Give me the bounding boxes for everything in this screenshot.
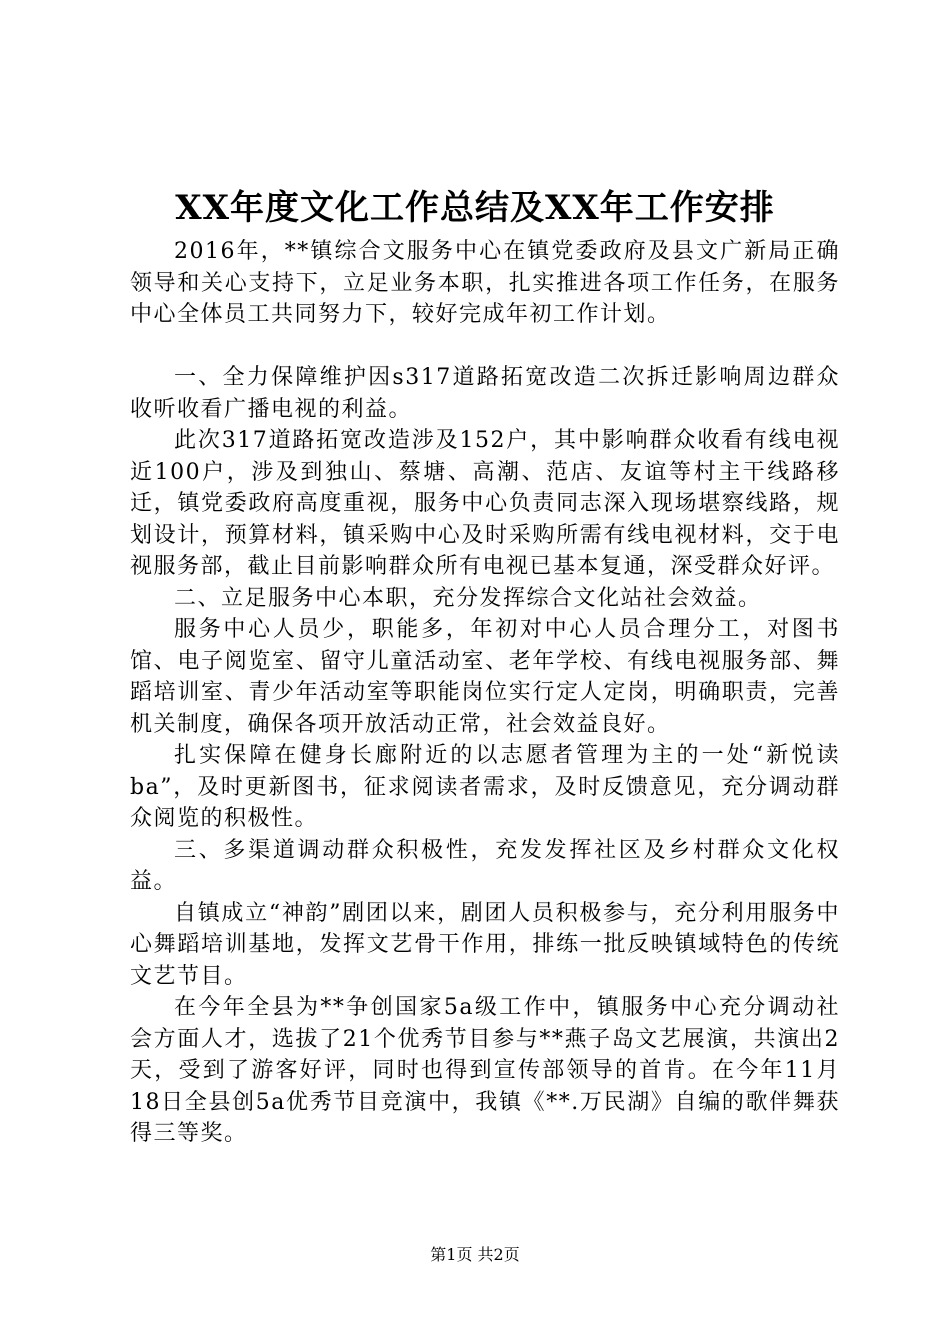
paragraph-staffing: 服务中心人员少，职能多，年初对中心人员合理分工，对图书馆、电子阅览室、留守儿童活动室、老年学校、有线电视服务部、舞蹈培训室、青少年活动室等职能岗位实行定人定岗，明确职责，完善机关制度，确保各项开放活动正常，社会效益良好。	[130, 617, 840, 737]
document-title: XX年度文化工作总结及XX年工作安排	[175, 188, 775, 228]
page-number-footer: 第1页 共2页	[430, 1245, 520, 1264]
document-body	[130, 236, 840, 1150]
section-heading-3: 三、多渠道调动群众积极性，充发发挥社区及乡村群众文化权益。	[130, 837, 840, 894]
paragraph-road-renovation: 此次317道路拓宽改造涉及152户，其中影响群众收看有线电视近100户，涉及到独山、蔡塘、高潮、范店、友谊等村主干线路移迁，镇党委政府高度重视，服务中心负责同志深入现场堪察线路，规划设计，预算材料，镇采购中心及时采购所需有线电视材料，交于电视服务部，截止目前影响群众所有电视已基本复通，深受群众好评。	[130, 428, 840, 579]
paragraph-troupe: 自镇成立“神韵”剧团以来，剧团人员积极参与，充分利用服务中心舞蹈培训基地，发挥文艺骨干作用，排练一批反映镇域特色的传统文艺节目。	[130, 900, 840, 989]
paragraph-intro: 2016年，**镇综合文服务中心在镇党委政府及县文广新局正确领导和关心支持下，立足业务本职，扎实推进各项工作任务，在服务中心全体员工共同努力下，较好完成年初工作计划。	[130, 239, 840, 327]
section-heading-2: 二、立足服务中心本职，充分发挥综合文化站社会效益。	[174, 585, 762, 611]
paragraph-reading-bar: 扎实保障在健身长廊附近的以志愿者管理为主的一处“新悦读ba”，及时更新图书，征求阅读者需求，及时反馈意见，充分调动群众阅览的积极性。	[130, 743, 840, 831]
paragraph-performances: 在今年全县为**争创国家5a级工作中，镇服务中心充分调动社会方面人才，选拔了21个优秀节目参与**燕子岛文艺展演，共演出2天，受到了游客好评，同时也得到宣传部领导的首肯。在今年11月18日全县创5a优秀节目竞演中，我镇《**.万民湖》自编的歌伴舞获得三等奖。	[130, 995, 840, 1146]
section-heading-1: 一、全力保障维护因s317道路拓宽改造二次拆迁影响周边群众收听收看广播电视的利益。	[130, 365, 840, 422]
